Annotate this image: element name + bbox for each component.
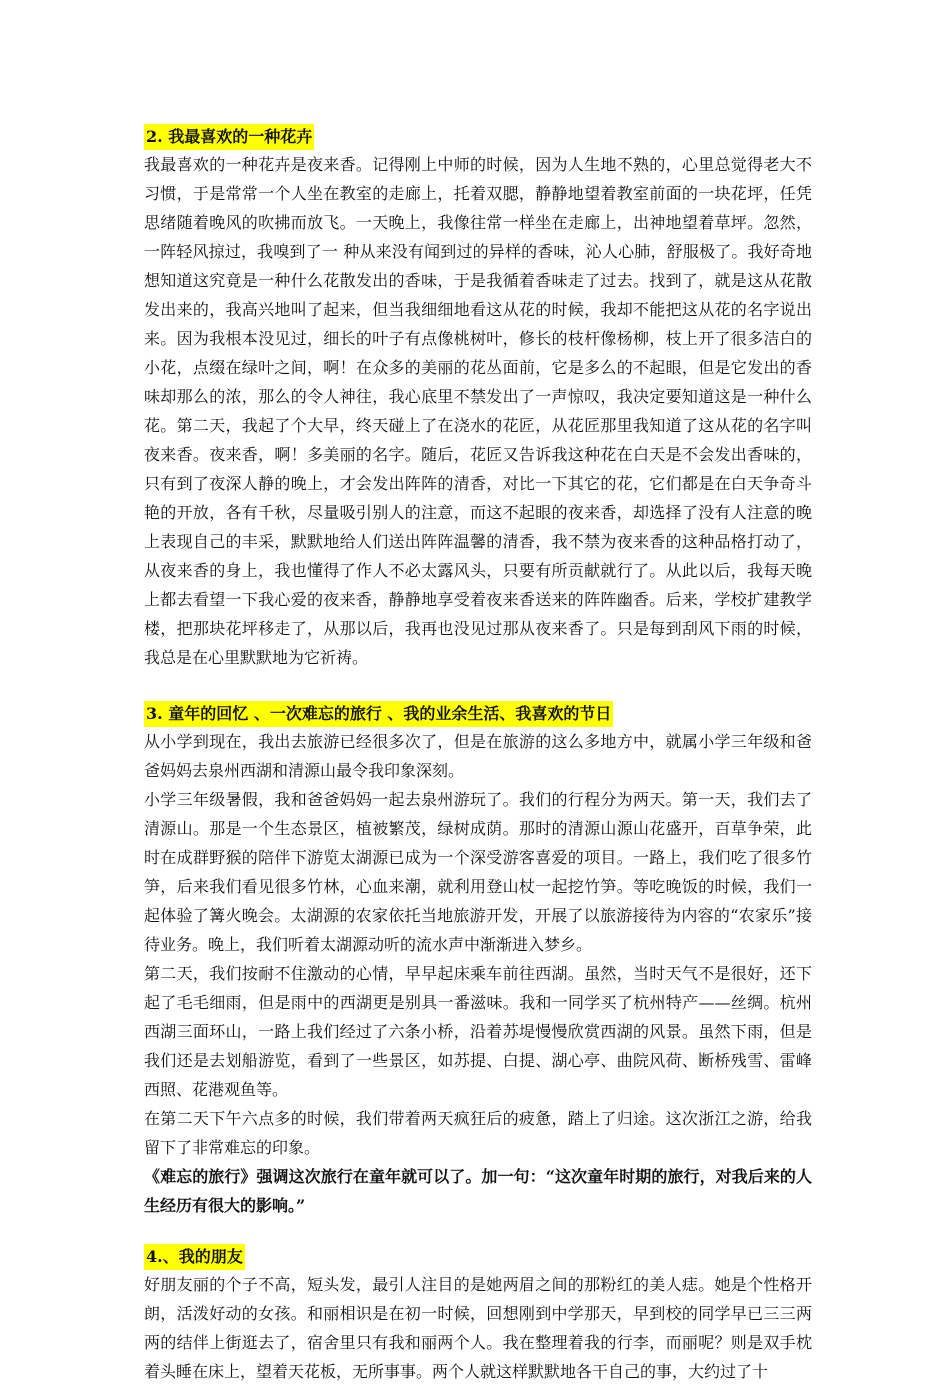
paragraph: 好朋友丽的个子不高，短头发，最引人注目的是她两眉之间的那粉红的美人痣。她是个性格开朗，活泼好动的女孩。和丽相识是在初一时候，回想刚到中学那天，早到校的同学早已三三两两的结伴上街逛去了，宿舍里只有我和丽两个人。我在整理着我的行李，而丽呢？则是双手枕着头睡在床上，望着天花板，无所事事。两个人就这样默默地各干自己的事，大约过了十: [144, 1275, 812, 1381]
paragraph: 从小学到现在，我出去旅游已经很多次了，但是在旅游的这么多地方中，就属小学三年级和爸爸妈妈去泉州西湖和清源山最令我印象深刻。: [144, 732, 812, 780]
section-memorable-trip: [144, 701, 812, 1220]
spacer: [144, 672, 812, 701]
paragraph: 小学三年级暑假，我和爸爸妈妈一起去泉州游玩了。我们的行程分为两天。第一天，我们去了清源山。那是一个生态景区，植被繁茂，绿树成荫。那时的清源山源山花盛开，百草争荣，此时在成群野猴的陪伴下游览太湖源已成为一个深受游客喜爱的项目。一路上，我们吃了很多竹笋，后来我们看见很多竹林，心血来潮，就利用登山杖一起挖竹笋。等吃晚饭的时候，我们一起体验了篝火晚会。太湖源的农家依托当地旅游开发，开展了以旅游接待为内容的“农家乐”接待业务。晚上，我们听着太湖源动听的流水声中渐渐进入梦乡。: [144, 790, 812, 954]
editor-note: 《难忘的旅行》强调这次旅行在童年就可以了。加一句：“这次童年时期的旅行，对我后来的人生经历有很大的影响。”: [144, 1167, 812, 1215]
paragraph: 我最喜欢的一种花卉是夜来香。记得刚上中师的时候，因为人生地不熟的，心里总觉得老大不习惯，于是常常一个人坐在教室的走廊上，托着双腮，静静地望着教室前面的一块花坪，任凭思绪随着晚风的吹拂而放飞。一天晚上，我像往常一样坐在走廊上，出神地望着草坪。忽然，一阵轻风掠过，我嗅到了一 种从来没有闻到过的异样的香味，沁人心肺，舒服极了。我好奇地想知道这究竟是一种什么花散发出的香味，于是我循着香味走了过去。找到了，就是这从花散发出来的，我高兴地叫了起来，但当我细细地看这从花的时候，我却不能把这从花的名字说出来。因为我根本没见过，细长的叶子有点像桃树叶，修长的枝杆像杨柳，枝上开了很多洁白的小花，点缀在绿叶之间，啊！在众多的美丽的花丛面前，它是多么的不起眼，但是它发出的香味却那么的浓，那么的令人神往，我心底里不禁发出了一声惊叹，我决定要知道这是一种什么花。第二天，我起了个大早，终天碰上了在浇水的花匠，从花匠那里我知道了这从花的名字叫 夜来香。夜来香，啊！多美丽的名字。随后，花匠又告诉我这种花在白天是不会发出香味的，只有到了夜深人静的晚上，才会发出阵阵的清香，对比一下其它的花，它们都是在白天争奇斗艳的开放，各有千秋，尽量吸引别人的注意，而这不起眼的夜来香，却选择了没有人注意的晚上表现自己的丰采，默默地给人们送出阵阵温馨的清香，我不禁为夜来香的这种品格打动了，从夜来香的身上，我也懂得了作人不必太露风头，只要有所贡献就行了。从此以后，我每天晚上都去看望一下我心爱的夜来香，静静地享受着夜来香送来的阵阵幽香。后来，学校扩建教学楼，把那块花坪移走了，从那以后，我再也没见过那从夜来香了。只是每到刮风下雨的时候，我总是在心里默默地为它祈祷。: [144, 155, 812, 667]
section-heading: 3. 童年的回忆 、一次难忘的旅行 、我的业余生活、我喜欢的节日: [144, 701, 613, 727]
section-my-friend: [144, 1244, 812, 1386]
paragraph: 在第二天下午六点多的时候，我们带着两天疯狂后的疲惫，踏上了归途。这次浙江之游，给我留下了非常难忘的印象。: [144, 1109, 812, 1157]
paragraph: 第二天，我们按耐不住激动的心情，早早起床乘车前往西湖。虽然，当时天气不是很好，还下起了毛毛细雨，但是雨中的西湖更是别具一番滋味。我和一同学买了杭州特产——丝绸。杭州西湖三面环山，一路上我们经过了六条小桥，沿着苏堤慢慢欣赏西湖的风景。虽然下雨，但是我们还是去划船游览，看到了一些景区，如苏提、白提、湖心亭、曲院风荷、断桥残雪、雷峰西照、花港观鱼等。: [144, 964, 812, 1099]
spacer: [144, 1220, 812, 1244]
document-page: [144, 124, 812, 1386]
section-heading: 4.、我的朋友: [144, 1244, 245, 1270]
section-favorite-flower: [144, 124, 812, 672]
section-heading: 2. 我最喜欢的一种花卉: [144, 124, 314, 150]
